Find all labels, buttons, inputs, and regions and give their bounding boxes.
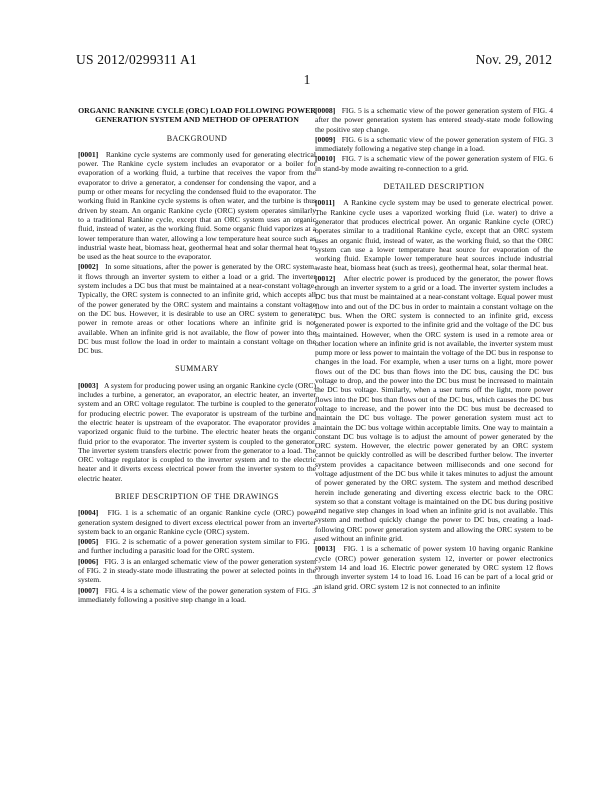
paragraph-text: A Rankine cycle system may be used to generate electrical power. The Rankine cycle uses a vaporized working fluid (i.e. water) to drive a generator that produces electrical power. An organic Rankine cycle (ORC) operates similar to a traditional Rankine cycle, except that an ORC system uses an organic fluid, instead of water, as the working fluid, so that the ORC system can use a lower temperature heat source for evaporation of the working fluid. Example lower temperature heat sources include industrial waste heat, biomass heat (such as trees), geothermal heat, solar thermal heat. bbox=[315, 198, 553, 273]
paragraph-text: A system for producing power using an organic Rankine cycle (ORC) includes a turbine, a generator, an evaporator, an electric heater, an inverter system and an ORC voltage regulator. The turbine is coupled to the generator for producing electric power. The evaporator is upstream of the turbine and the electric heater is upstream of the evaporator. The evaporator provides a vaporized organic fluid to the turbine. The electric heater heats the organic fluid prior to the evaporator. The inverter system is coupled to the generator. The inverter system transfers electric power from the generator to a load. The ORC voltage regulator is coupled to the inverter system and to the electric heater and it diverts excess electrical power from the inverter system to the electric heater. bbox=[78, 380, 316, 483]
paragraph-number: [0012] bbox=[315, 273, 336, 283]
left-column bbox=[78, 106, 316, 605]
paragraph bbox=[78, 262, 316, 355]
paragraph bbox=[315, 154, 553, 173]
paragraph bbox=[78, 508, 316, 536]
paragraph-number: [0004] bbox=[78, 508, 99, 518]
paragraph-number: [0006] bbox=[78, 556, 99, 566]
paragraph bbox=[78, 150, 316, 262]
paragraph bbox=[315, 274, 553, 544]
paragraph-text: FIG. 6 is a schematic view of the power generation system of FIG. 3 immediately following a negative step change in a load. bbox=[315, 134, 553, 154]
paragraph-text: FIG. 3 is an enlarged schematic view of the power generation system of FIG. 2 in steady-state mode illustrating the power at selected points in the system. bbox=[78, 556, 316, 585]
summary-heading: SUMMARY bbox=[175, 364, 219, 374]
paragraph-number: [0010] bbox=[315, 154, 336, 164]
paragraph-number: [0013] bbox=[315, 544, 336, 554]
paragraph bbox=[78, 586, 316, 605]
paragraph bbox=[78, 381, 316, 483]
paragraph-number: [0001] bbox=[78, 149, 99, 159]
paragraph-text: FIG. 1 is a schematic of an organic Rankine cycle (ORC) power generation system designed to divert excess electrical power from an inverter system back to an organic Rankine cycle (ORC) system. bbox=[78, 508, 316, 536]
paragraph bbox=[78, 557, 316, 585]
drawings-heading: BRIEF DESCRIPTION OF THE DRAWINGS bbox=[115, 491, 279, 501]
paragraph-number: [0003] bbox=[78, 380, 99, 390]
page-number: 1 bbox=[303, 72, 311, 87]
paragraph bbox=[315, 198, 553, 272]
paragraph bbox=[78, 537, 316, 556]
right-column bbox=[315, 106, 553, 592]
paragraph-text: After electric power is produced by the generator, the power flows through an inverter system to a grid or a load. The inverter system includes a DC bus that must be maintained at a near-constant voltage. Equal power must flow into and out of the DC bus in order to maintain a constant voltage on the DC bus. When the ORC system is connected to an infinite grid, excess generated power is exported to the infinite grid and the voltage of the DC bus is maintained. However, when the ORC system is used in a remote area or other location where an infinite grid is not available, the inverter system must pump more or less power to maintain the voltage of the DC bus in response to changes in the load. For example, when a user turns on a light, more power flows out of the DC bus than flows into the DC bus, causing the DC bus voltage to drop, and the power into the DC bus must be increased to maintain the DC bus voltage. Similarly, when a user turns off the light, more power flows into the DC bus than flows out of the DC bus, which causes the DC bus voltage to increase, and the power into the DC bus must be decreased to maintain the DC bus voltage. The power generation system must act to maintain the DC bus voltage within acceptable limits. One way to maintain a constant DC bus voltage is to adjust the amount of power generated by the ORC system. However, the electric power generated by an ORC system cannot be quickly controlled as will be described further below. The inverter system provides a capacitance between milliseconds and one second for voltage adjustment of the DC bus while it takes minutes to adjust the amount of power generated by the ORC system. The system and method described herein include generating and diverting excess electric back to the ORC system so that a constant voltage is maintained on the DC bus during positive and negative step changes in load when an infinite grid is not available. This system and method quickly change the power to DC bus, creating a load-following ORC power generation system and allowing the ORC system to be used without an infinite grid. bbox=[315, 273, 554, 544]
paragraph-text: In some situations, after the power is generated by the ORC system, it flows through an inverter system to either a load or a grid. The inverter system includes a DC bus that must be maintained at a near-constant voltage. Typically, the ORC system is connected to an infinite grid, which accepts all of the power generated by the ORC system and maintains a constant voltage on the DC bus. However, it is desirable to use an ORC system to generate power in remote areas or other locations where an infinite grid is not available. When an infinite grid is not available, the flow of power into the DC bus must follow the load in order to maintain a constant voltage on the DC bus. bbox=[78, 262, 316, 356]
paragraph-number: [0002] bbox=[78, 262, 99, 272]
document-title: ORGANIC RANKINE CYCLE (ORC) LOAD FOLLOWING POWER GENERATION SYSTEM AND METHOD OF OPERATION bbox=[78, 106, 316, 125]
publication-number: US 2012/0299311 A1 bbox=[76, 52, 197, 67]
paragraph-number: [0008] bbox=[315, 106, 336, 115]
paragraph-text: FIG. 7 is a schematic view of the power generation system of FIG. 6 in stand-by mode awaiting re-connection to a grid. bbox=[315, 154, 553, 173]
publication-date: Nov. 29, 2012 bbox=[475, 52, 552, 67]
paragraph bbox=[315, 544, 553, 590]
detailed-description-heading: DETAILED DESCRIPTION bbox=[383, 182, 485, 192]
paragraph-text: FIG. 5 is a schematic view of the power generation system of FIG. 4 after the power generation system has entered steady-state mode following the positive step change. bbox=[315, 106, 553, 134]
paragraph-text: FIG. 2 is schematic of a power generation system similar to FIG. 1 and further including a parasitic load for the ORC system. bbox=[78, 537, 316, 556]
background-heading: BACKGROUND bbox=[166, 133, 228, 143]
paragraph bbox=[315, 135, 553, 154]
paragraph bbox=[315, 106, 553, 134]
paragraph-number: [0007] bbox=[78, 585, 99, 595]
paragraph-number: [0011] bbox=[315, 198, 335, 208]
paragraph-text: FIG. 1 is a schematic of power system 10 having organic Rankine cycle (ORC) power generation system 12, inverter or power electronics system 14 and load 16. Electric power generated by ORC system 12 flows through inverter system 14 to load 16. Load 16 can be part of a local grid or an island grid. ORC system 12 is not connected to an infinite bbox=[315, 544, 553, 591]
paragraph-text: FIG. 4 is a schematic view of the power generation system of FIG. 3 immediately following a positive step change in a load. bbox=[78, 585, 316, 604]
paragraph-text: Rankine cycle systems are commonly used for generating electrical power. The Rankine cycle system includes an evaporator or a boiler for evaporation of a working fluid, a turbine that receives the vapor from the evaporator to drive a generator, a condenser for condensing the vapor, and a pump or other means for recycling the condensed fluid to the evaporator. The working fluid in Rankine cycle systems is often water, and the turbine is thus driven by steam. An organic Rankine cycle (ORC) system operates similarly to a traditional Rankine cycle, except that an ORC system uses an organic fluid, instead of water, as the working fluid. Some organic fluid vaporizes at a lower temperature than water, allowing a low temperature heat source such as industrial waste heat, biomass heat, geothermal heat and solar thermal heat to be used as the heat source to the evaporator. bbox=[78, 149, 316, 262]
paragraph-number: [0009] bbox=[315, 134, 336, 144]
paragraph-number: [0005] bbox=[78, 537, 99, 547]
